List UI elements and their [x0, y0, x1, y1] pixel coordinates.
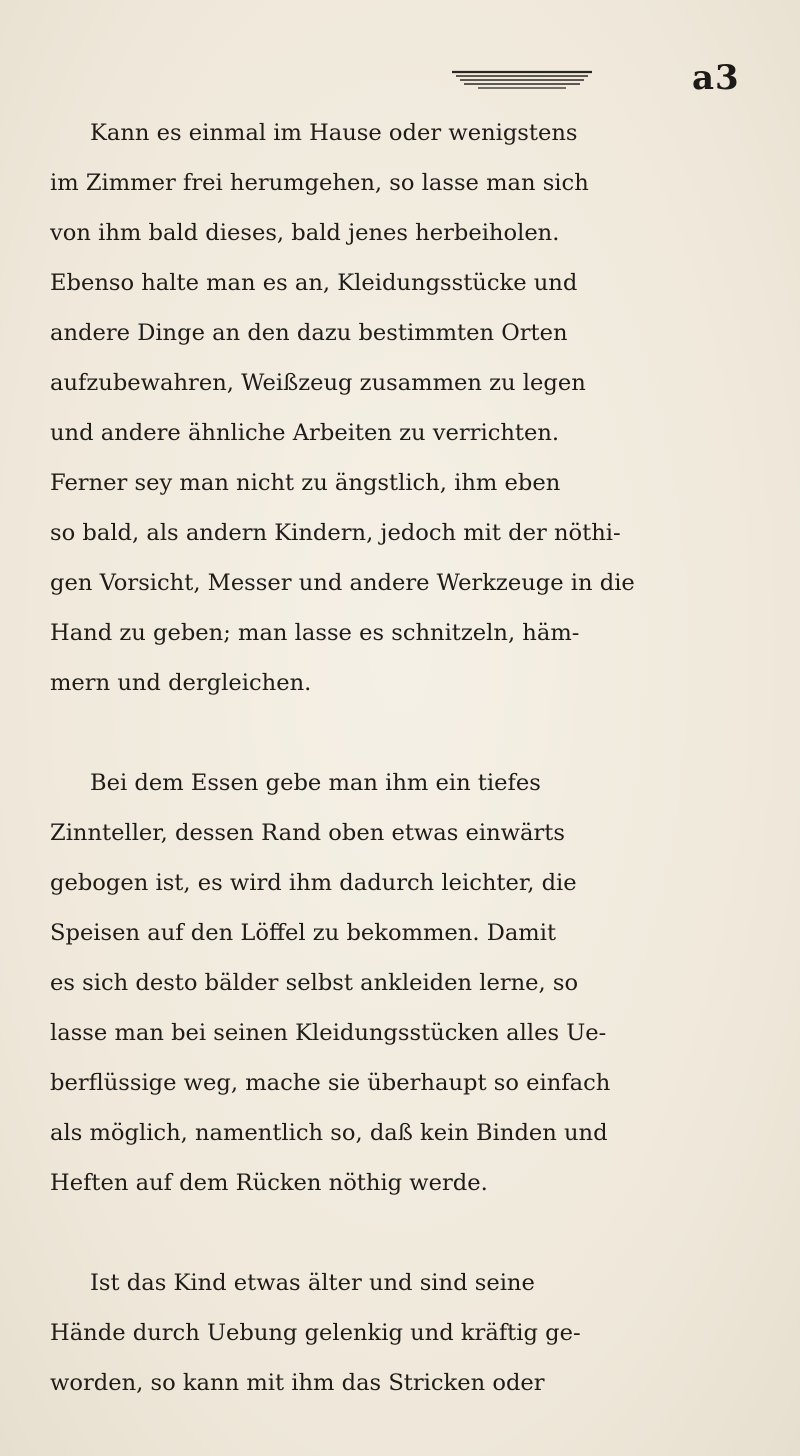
text-line: so bald, als andern Kindern, jedoch mit der nöthi- [50, 520, 621, 546]
page-number: a3 [692, 58, 740, 98]
text-line: andere Dinge an den dazu bestimmten Orten [50, 320, 568, 346]
text-line: und andere ähnliche Arbeiten zu verrichten. [50, 420, 560, 446]
paragraph-gap [50, 1208, 730, 1258]
text-line: als möglich, namentlich so, daß kein Binden und [50, 1120, 608, 1146]
text-line: im Zimmer frei herumgehen, so lasse man sich [50, 170, 589, 196]
body-text [50, 108, 730, 1408]
text-line: von ihm bald dieses, bald jenes herbeiholen. [50, 220, 560, 246]
header-ornament [450, 68, 594, 90]
text-line: es sich desto bälder selbst ankleiden lerne, so [50, 970, 579, 996]
text-line: mern und dergleichen. [50, 670, 312, 696]
text-line: Hände durch Uebung gelenkig und kräftig ge- [50, 1320, 581, 1346]
text-line: Ebenso halte man es an, Kleidungsstücke und [50, 270, 578, 296]
text-line: Ist das Kind etwas älter und sind seine [90, 1270, 535, 1296]
text-line: Kann es einmal im Hause oder wenigstens [90, 120, 578, 146]
paragraph-gap [50, 708, 730, 758]
text-line: Hand zu geben; man lasse es schnitzeln, häm- [50, 620, 580, 646]
text-line: berflüssige weg, mache sie überhaupt so einfach [50, 1070, 611, 1096]
text-line: Heften auf dem Rücken nöthig werde. [50, 1170, 488, 1196]
text-line: gen Vorsicht, Messer und andere Werkzeuge in die [50, 570, 635, 596]
text-line: Bei dem Essen gebe man ihm ein tiefes [90, 770, 541, 796]
text-line: aufzubewahren, Weißzeug zusammen zu legen [50, 370, 586, 396]
text-line: worden, so kann mit ihm das Stricken oder [50, 1370, 545, 1396]
text-line: gebogen ist, es wird ihm dadurch leichter, die [50, 870, 577, 896]
text-line: Ferner sey man nicht zu ängstlich, ihm eben [50, 470, 561, 496]
paragraph [50, 108, 730, 708]
text-line: Speisen auf den Löffel zu bekommen. Damit [50, 920, 557, 946]
text-line: Zinnteller, dessen Rand oben etwas einwärts [50, 820, 565, 846]
paragraph [50, 1258, 730, 1408]
text-line: lasse man bei seinen Kleidungsstücken alles Ue- [50, 1020, 607, 1046]
paragraph [50, 758, 730, 1208]
